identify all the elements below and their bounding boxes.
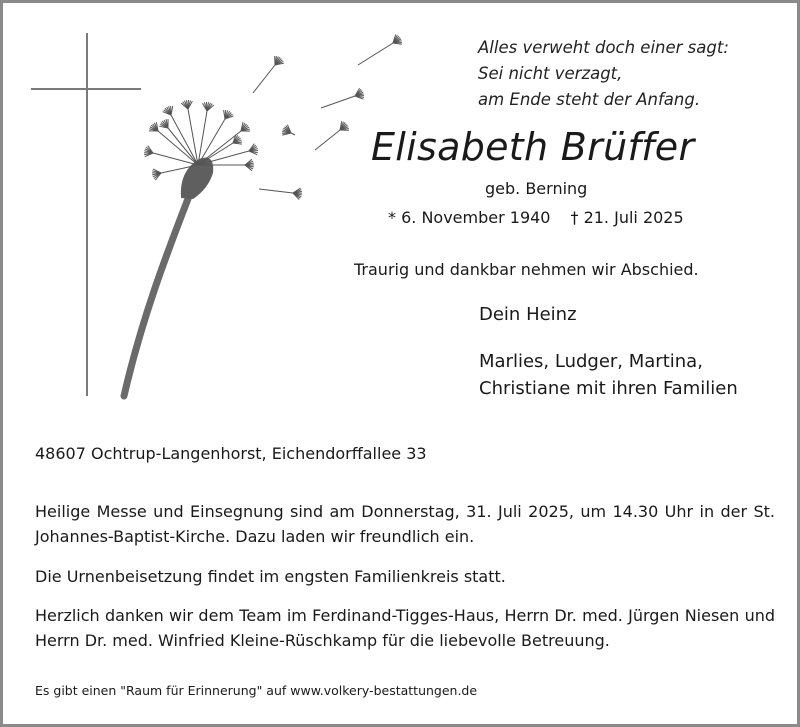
deceased-name: Elisabeth Brüffer	[371, 125, 695, 169]
poem-quote	[478, 35, 729, 113]
life-dates	[388, 208, 684, 227]
spouse-signature: Dein Heinz	[479, 304, 577, 325]
address: 48607 Ochtrup-Langenhorst, Eichendorffallee 33	[35, 444, 427, 463]
memorial-link-note: Es gibt einen "Raum für Erinnerung" auf www.volkery-bestattungen.de	[35, 683, 478, 698]
family-signature	[479, 348, 738, 402]
birth-date: * 6. November 1940	[388, 208, 551, 227]
cross-icon	[31, 33, 141, 396]
dandelion-icon	[124, 34, 402, 396]
quote-line: Sei nicht verzagt,	[478, 64, 623, 83]
death-date: † 21. Juli 2025	[570, 208, 684, 227]
family-line: Marlies, Ludger, Martina,	[479, 351, 703, 372]
quote-line: am Ende steht der Anfang.	[478, 90, 701, 109]
maiden-name: geb. Berning	[485, 179, 588, 198]
family-line: Christiane mit ihren Familien	[479, 378, 738, 399]
urn-paragraph: Die Urnenbeisetzung findet im engsten Familienkreis statt.	[35, 567, 506, 586]
mass-paragraph: Heilige Messe und Einsegnung sind am Donnerstag, 31. Juli 2025, um 14.30 Uhr in der St. Johannes-Baptist-Kirche. Dazu laden wir freundlich ein.	[35, 502, 775, 546]
thanks-paragraph: Herzlich danken wir dem Team im Ferdinand-Tigges-Haus, Herrn Dr. med. Jürgen Niesen und Herrn Dr. med. Winfried Kleine-Rüschkamp für die liebevolle Betreuung.	[35, 606, 775, 650]
quote-line: Alles verweht doch einer sagt:	[478, 38, 729, 57]
farewell-text: Traurig und dankbar nehmen wir Abschied.	[354, 260, 699, 279]
